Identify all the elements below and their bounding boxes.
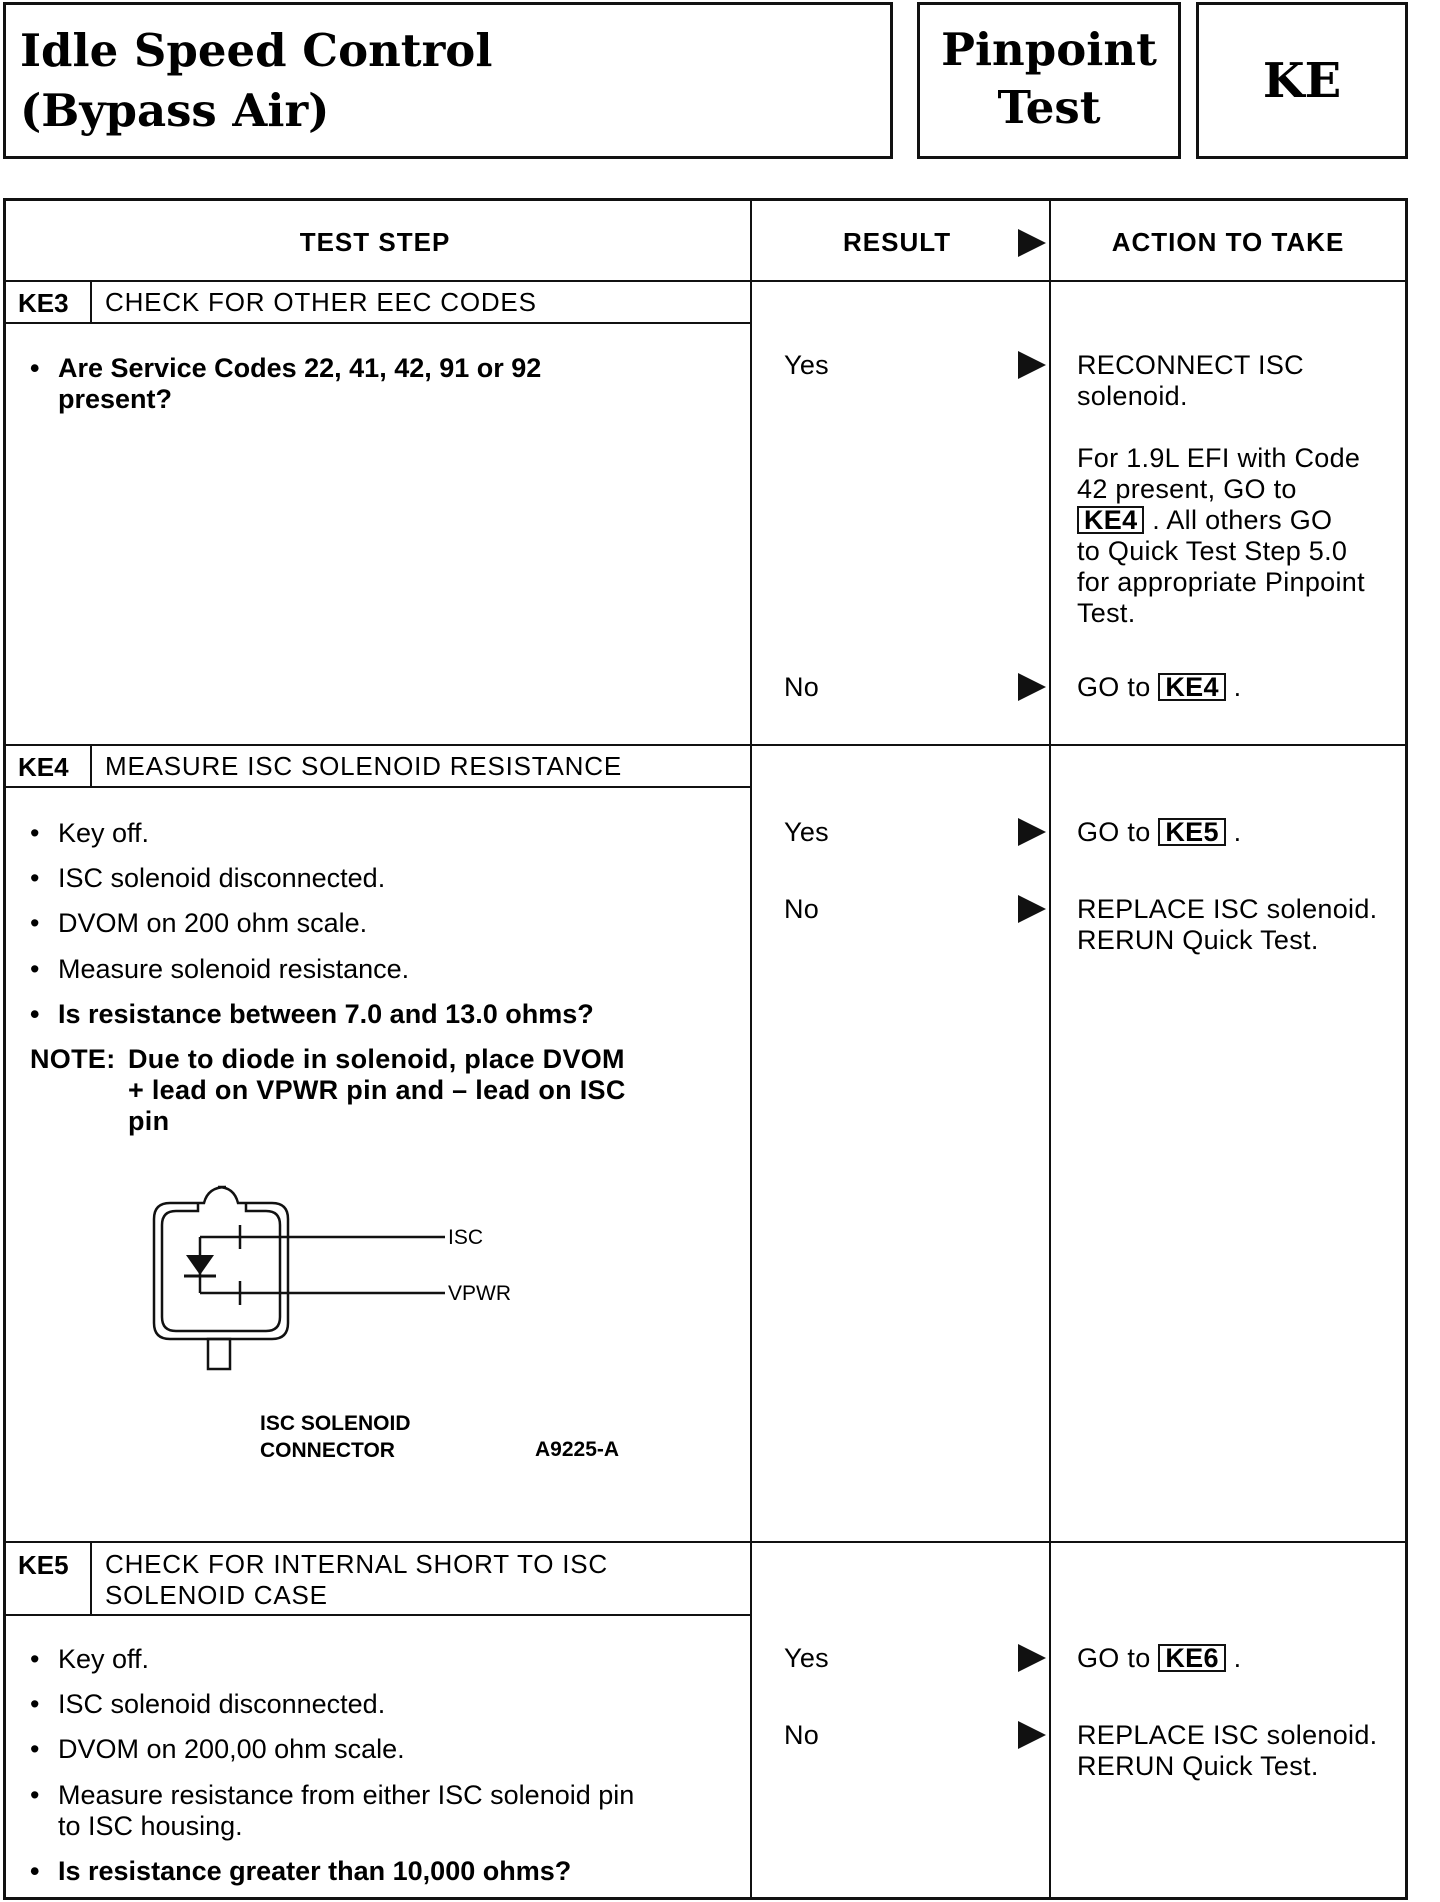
ke4-yes-action-suffix: . [1233, 817, 1242, 847]
ke4-bullet-3: • DVOM on 200 ohm scale. [30, 908, 367, 939]
ke4-no-action-line1: REPLACE ISC solenoid. [1077, 894, 1378, 924]
title-box [3, 2, 893, 159]
test-type-label [920, 21, 1178, 137]
ke3-no-ref-ke4[interactable]: KE4 [1158, 673, 1225, 701]
ke3-yes-action2-line5: for appropriate Pinpoint [1077, 567, 1365, 597]
ke5-step-title-line1: CHECK FOR INTERNAL SHORT TO ISC [105, 1549, 608, 1579]
ke4-note-label: NOTE: [30, 1044, 116, 1074]
ke5-bullet-4 [30, 1780, 634, 1842]
ke3-title-bottom [4, 322, 750, 324]
ke5-step-title [105, 1549, 608, 1611]
isc-solenoid-connector-diagram [140, 1175, 540, 1375]
ke4-id-divider [90, 745, 92, 786]
ke5-row-top [4, 1541, 1406, 1543]
ke4-bullet-1: • Key off. [30, 818, 149, 849]
ke3-yes-action2 [1077, 443, 1365, 629]
diode-symbol-icon [186, 1255, 214, 1275]
column-divider-action [1049, 199, 1051, 1899]
header-action: ACTION TO TAKE [1111, 227, 1345, 257]
diagram-label-isc: ISC [448, 1226, 484, 1249]
test-type-line1: Pinpoint [941, 23, 1157, 76]
ke5-no-action-line1: REPLACE ISC solenoid. [1077, 1720, 1378, 1750]
ke3-yes-label: Yes [784, 350, 829, 380]
page-title [20, 21, 492, 141]
ke3-no-arrow-icon [1018, 673, 1046, 701]
header-row-divider [4, 280, 1406, 282]
ke3-ref-ke4[interactable]: KE4 [1077, 506, 1144, 534]
ke3-id-divider [90, 281, 92, 322]
ke5-no-action [1077, 1720, 1377, 1782]
ke5-yes-action-suffix: . [1233, 1643, 1242, 1673]
test-code: KE [1262, 53, 1342, 109]
ke5-step-title-line2: SOLENOID CASE [105, 1580, 328, 1610]
ke3-yes-action2-line4: to Quick Test Step 5.0 [1077, 536, 1348, 566]
ke4-bullet-2: • ISC solenoid disconnected. [30, 863, 385, 894]
ke4-title-bottom [4, 786, 750, 788]
ke4-note-line3: pin [128, 1106, 170, 1136]
ke3-yes-action2-line1: For 1.9L EFI with Code [1077, 443, 1361, 473]
ke3-no-label: No [784, 672, 820, 702]
ke3-yes-action-line1: RECONNECT ISC [1077, 350, 1304, 380]
ke3-question-line1: • Are Service Codes 22, 41, 42, 91 or 92 [58, 353, 542, 383]
diagram-caption [260, 1410, 411, 1464]
test-type-line2: Test [997, 81, 1101, 134]
diagram-figure-id: A9225-A [535, 1438, 620, 1461]
ke3-yes-action-line2: solenoid. [1077, 381, 1188, 411]
connector-inner-shell [162, 1203, 280, 1331]
ke4-yes-label: Yes [784, 817, 829, 847]
ke3-yes-action2-line6: Test. [1077, 598, 1136, 628]
ke4-yes-action [1077, 817, 1241, 848]
ke5-no-label: No [784, 1720, 820, 1750]
ke5-yes-label: Yes [784, 1643, 829, 1673]
ke3-question [30, 353, 541, 415]
ke5-id-divider [90, 1542, 92, 1614]
ke4-yes-arrow-icon [1018, 818, 1046, 846]
ke3-question-line2: present? [58, 384, 173, 414]
ke3-no-action [1077, 672, 1241, 703]
ke3-yes-action [1077, 350, 1304, 412]
ke5-bullet-1: • Key off. [30, 1644, 149, 1675]
ke4-no-action-line2: RERUN Quick Test. [1077, 925, 1319, 955]
ke4-bullet-4: • Measure solenoid resistance. [30, 954, 409, 985]
ke5-title-bottom [4, 1614, 750, 1616]
ke5-no-arrow-icon [1018, 1721, 1046, 1749]
ke5-bullet-4-line1: • Measure resistance from either ISC solenoid pin [58, 1780, 635, 1810]
ke5-yes-action [1077, 1643, 1241, 1674]
ke4-note-line2: + lead on VPWR pin and – lead on ISC [128, 1075, 626, 1105]
ke3-no-action-suffix: . [1233, 672, 1242, 702]
page-title-line2: (Bypass Air) [20, 84, 330, 137]
ke4-ref-ke5[interactable]: KE5 [1158, 818, 1225, 846]
ke4-yes-action-prefix: GO to [1077, 817, 1151, 847]
connector-outer-shell [154, 1187, 288, 1339]
ke5-no-action-line2: RERUN Quick Test. [1077, 1751, 1319, 1781]
diagram-caption-line2: CONNECTOR [260, 1439, 395, 1462]
diagram-caption-line1: ISC SOLENOID [260, 1412, 411, 1435]
ke3-yes-action2-line3-rest: . All others GO [1152, 505, 1333, 535]
header-arrow-icon [1018, 229, 1046, 257]
ke4-no-label: No [784, 894, 820, 924]
ke4-note-text [128, 1044, 626, 1137]
ke5-yes-arrow-icon [1018, 1644, 1046, 1672]
ke5-bullet-2: • ISC solenoid disconnected. [30, 1689, 385, 1720]
diagram-label-vpwr: VPWR [448, 1282, 511, 1305]
page-title-line1: Idle Speed Control [20, 24, 493, 77]
ke4-note-line1: Due to diode in solenoid, place DVOM [128, 1044, 625, 1074]
connector-key-tab [208, 1339, 230, 1369]
ke5-ref-ke6[interactable]: KE6 [1158, 1644, 1225, 1672]
ke4-question: • Is resistance between 7.0 and 13.0 ohms? [30, 999, 594, 1030]
ke5-bullet-4-line2: to ISC housing. [58, 1811, 243, 1841]
ke3-yes-arrow-icon [1018, 351, 1046, 379]
ke5-bullet-3: • DVOM on 200,00 ohm scale. [30, 1734, 405, 1765]
ke3-yes-action2-line3 [1077, 505, 1365, 536]
ke5-yes-action-prefix: GO to [1077, 1643, 1151, 1673]
header-test-step: TEST STEP [299, 227, 451, 257]
ke4-row-top [4, 744, 1406, 746]
ke4-step-id: KE4 [18, 752, 69, 782]
test-code-box [1196, 2, 1408, 159]
ke3-step-id: KE3 [18, 288, 69, 318]
ke3-yes-action2-line2: 42 present, GO to [1077, 474, 1297, 504]
ke5-step-id: KE5 [18, 1550, 69, 1580]
ke3-no-action-prefix: GO to [1077, 672, 1151, 702]
header-result: RESULT [843, 227, 952, 257]
column-divider-result [750, 199, 752, 1899]
ke3-step-title: CHECK FOR OTHER EEC CODES [105, 287, 537, 317]
ke5-question: • Is resistance greater than 10,000 ohms? [30, 1856, 571, 1887]
ke4-step-title: MEASURE ISC SOLENOID RESISTANCE [105, 751, 622, 781]
ke4-no-arrow-icon [1018, 895, 1046, 923]
test-type-box [917, 2, 1181, 159]
ke4-no-action [1077, 894, 1377, 956]
